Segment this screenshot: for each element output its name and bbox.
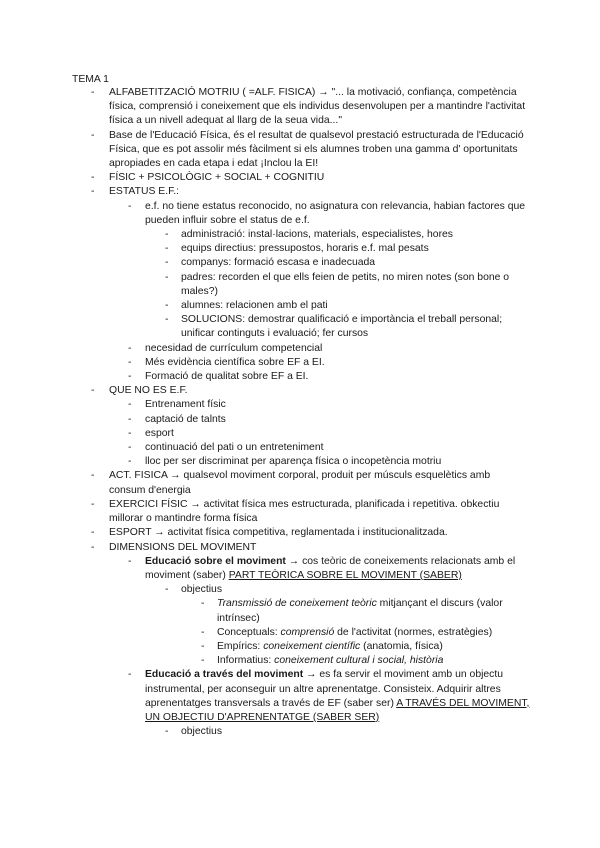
bullet: - [165, 314, 169, 326]
item-heading: Educació a través del moviment [145, 669, 304, 681]
item-text: Formació de qualitat sobre EF a EI. [145, 371, 309, 383]
item-text: administració: instal·lacions, materials, especialistes, hores [181, 229, 453, 241]
item-text: → es fa servir el moviment amb un objectu instrumental, per aconseguir un altre aprenentatge. Consisteix. Adquirir altres aprenentatges transversals a través de EF (saber ser) [145, 669, 504, 709]
item-text: FÍSIC + PSICOLÒGIC + SOCIAL + COGNITIU [109, 172, 325, 184]
item-text: → cos teòric de coneixements relacionats amb el moviment (saber) [145, 555, 516, 581]
list-item-act-fisica [0, 469, 529, 497]
list-item [0, 356, 530, 370]
list-item-estatus [0, 185, 529, 199]
bullet: - [165, 584, 169, 596]
item-text-wrapper [145, 555, 530, 583]
italic-text: coneixement cultural i social, història [274, 655, 444, 667]
list-item [0, 654, 535, 668]
list-item [0, 413, 530, 427]
bullet: - [165, 257, 169, 269]
item-text: companys: formació escasa e inadecuada [181, 257, 376, 269]
list-item [0, 725, 533, 739]
list-item [0, 427, 530, 441]
item-text: Base de l'Educació Física, és el resultat de qualsevol prestació estructurada de l'Educació Física, que es pot assolir més fàcilment si els alumnes troben una gamma d' oportunitats apropiades en cada etapa i edat ¡Inclou la EI! [109, 129, 524, 170]
list-item [0, 597, 535, 625]
list-item [0, 370, 530, 384]
item-text: DIMENSIONS DEL MOVIMENT [109, 541, 257, 553]
item-text: Informatius: [217, 655, 275, 667]
list-item-que-no-es [0, 384, 529, 398]
item-text: esport [145, 427, 174, 439]
item-text-wrapper [145, 668, 530, 725]
item-text: Conceptuals: [217, 626, 281, 638]
bullet: - [201, 655, 205, 667]
bullet: - [91, 498, 95, 510]
underlined-text: A TRAVÉS DEL MOVIMENT, UN OBJECTIU D'APRENENTATGE (SABER SER) [145, 697, 530, 723]
bullet: - [201, 598, 205, 610]
list-item-base [0, 129, 529, 172]
item-text: padres: recorden el que ells feien de petits, no miren notes (son bone o males?) [181, 271, 510, 297]
list-item-esport [0, 526, 529, 540]
item-text: QUE NO ES E.F. [109, 385, 188, 397]
item-text: (anatomia, física) [360, 640, 443, 652]
list-item [0, 455, 530, 469]
item-text: EXERCICI FÍSIC → activitat física mes estructurada, planificada i repetitiva. obkectiu millorar o mantindre forma física [109, 498, 500, 525]
item-text: de l'activitat (normes, estratègies) [334, 626, 493, 638]
item-text: ESPORT → activitat física competitiva, reglamentada i institucionalitzada. [109, 527, 448, 539]
item-text: SOLUCIONS: demostrar qualificació e importància el treball personal; unificar continguts i evaluació; fer cursos [181, 314, 503, 340]
list-item [0, 228, 533, 242]
bullet: - [128, 399, 132, 411]
bullet: - [201, 640, 205, 652]
bullet: - [91, 541, 95, 553]
bullet: - [128, 356, 132, 368]
bullet: - [91, 172, 95, 184]
bullet: - [91, 87, 95, 98]
list-item [0, 626, 535, 640]
list-item [0, 242, 533, 256]
list-item-exercici-fisic [0, 498, 529, 526]
list-item-alfabetitzacio [0, 86, 529, 129]
item-text-wrapper [217, 654, 535, 668]
list-item [0, 640, 535, 654]
item-text: alumnes: relacionen amb el pati [181, 300, 328, 312]
item-text: objectius [181, 584, 223, 596]
item-text-wrapper [217, 597, 535, 625]
item-text: e.f. no tiene estatus reconocido, no asignatura con relevancia, habian factores que pueden influir sobre el status de e.f. [145, 200, 526, 226]
bullet: - [91, 470, 95, 482]
bullet: - [128, 342, 132, 354]
bullet: - [201, 626, 205, 638]
bullet: - [128, 371, 132, 383]
item-text: Empírics: [217, 640, 264, 652]
list-item [0, 342, 530, 356]
item-text: lloc per ser discriminat per aparença física o incopetència motriu [145, 456, 442, 468]
item-text: ALFABETITZACIÓ MOTRIU ( =ALF. FISICA) → "... la motivació, confiança, competència física, comprensió i coneixement que els individus desenvolupen per a mantindre l'activitat física a un nivell adequat al llarg de la seua vida..." [109, 87, 526, 127]
bullet: - [128, 669, 132, 681]
list-item [0, 583, 533, 597]
item-text: Més evidència científica sobre EF a EI. [145, 356, 325, 368]
item-heading: Educació sobre el moviment [145, 555, 286, 567]
item-text: objectius [181, 726, 223, 738]
item-text-wrapper [217, 626, 535, 640]
bullet: - [128, 555, 132, 567]
bullet: - [91, 186, 95, 198]
list-item [0, 200, 530, 228]
bullet: - [128, 456, 132, 468]
bullet: - [165, 243, 169, 255]
item-text: necesidad de currículum competencial [145, 342, 323, 354]
item-text-wrapper [217, 640, 535, 654]
bullet: - [165, 300, 169, 312]
list-item [0, 299, 533, 313]
underlined-text: PART TEÒRICA SOBRE EL MOVIMENT (SABER) [228, 569, 462, 581]
item-text: ACT. FISICA → qualsevol moviment corporal, produit per músculs esquelètics amb consum d'energia [109, 470, 491, 496]
notes-list [0, 86, 600, 739]
bullet: - [165, 271, 169, 283]
bullet: - [91, 385, 95, 397]
bullet: - [91, 129, 95, 141]
item-text: mitjançant el discurs (valor intrínsec) [217, 598, 503, 624]
item-text: continuació del pati o un entreteniment [145, 442, 324, 454]
item-text: Entrenament físic [145, 399, 226, 411]
bullet: - [91, 527, 95, 539]
bullet: - [165, 726, 169, 738]
list-item-fisic [0, 171, 529, 185]
bullet: - [165, 229, 169, 241]
list-item-educacio-a-traves [0, 668, 530, 725]
bullet: - [128, 200, 132, 212]
italic-text: coneixement científic [263, 640, 361, 652]
list-item [0, 398, 530, 412]
list-item [0, 441, 530, 455]
list-item [0, 271, 533, 299]
italic-text: comprensió [280, 626, 335, 638]
bullet: - [128, 427, 132, 439]
list-item-dimensions [0, 541, 529, 555]
list-item [0, 256, 533, 270]
bullet: - [128, 442, 132, 454]
italic-text: Transmissió de coneixement teòric [217, 598, 377, 610]
item-text: ESTATUS E.F.: [109, 186, 180, 198]
list-item-educacio-sobre [0, 555, 530, 583]
item-text: captació de talnts [145, 413, 226, 425]
item-text: equips directius: pressupostos, horaris e.f. mal pesats [181, 243, 429, 255]
document-title: TEMA 1 [72, 74, 109, 85]
bullet: - [128, 413, 132, 425]
list-item [0, 313, 533, 341]
